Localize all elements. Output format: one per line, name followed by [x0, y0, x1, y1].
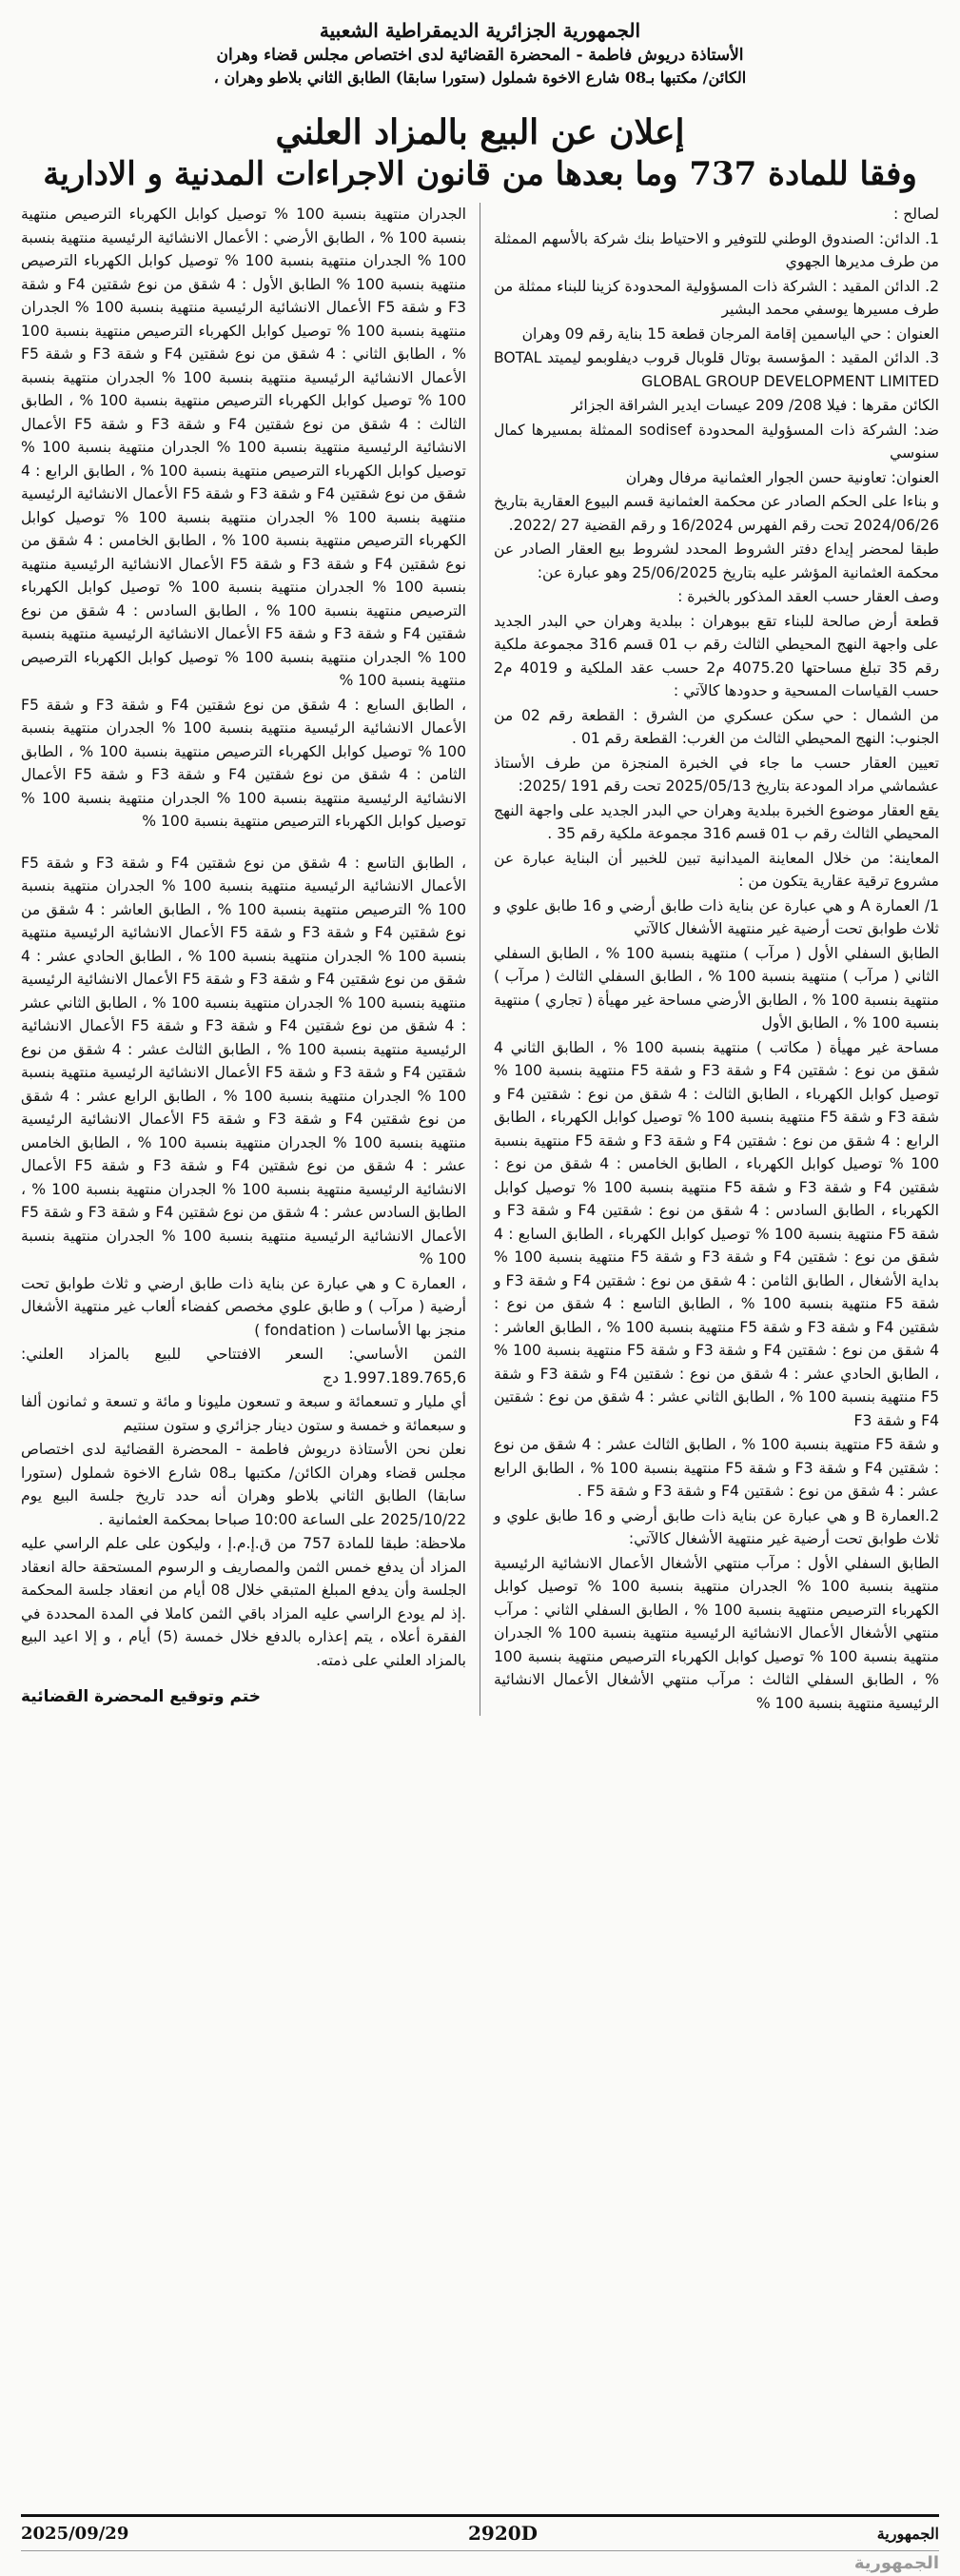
bottom-logo-fragment: الجمهورية	[853, 2553, 939, 2573]
paragraph: 1. الدائن: الصندوق الوطني للتوفير و الاحتياط بنك شركة بالأسهم الممثلة من طرف مديرها الجهوي	[494, 229, 939, 270]
paragraph: العنوان: تعاونية حسن الجوار العثمانية مرفال وهران	[625, 468, 939, 486]
bailiff-address: الكائن/ مكتبها بـ08 شارع الاخوة شملول (ستورا سابقا) الطابق الثاني بلاطو وهران ،	[213, 69, 747, 87]
paragraph: وصف العقار حسب العقد المذكور بالخبرة :	[677, 588, 939, 605]
paragraph: الجدران منتهية بنسبة 100 % توصيل كوابل الكهرباء الترصيص منتهية بنسبة 100 % ، الطابق الأرضي : الأعمال الانشائية الرئيسية منتهية بنسبة 100 % الجدران منتهية بنسبة 100 % توصيل كوابل الكهرباء الترصيص منتهية بنسبة 100 % الطابق الأول : 4 شقق من نوع شقتين F4 و شقة F3 و شقة F5 الأعمال الانشائية الرئيسية منتهية بنسبة 100 % الجدران منتهية بنسبة 100 % توصيل كوابل الكهرباء الترصيص منتهية بنسبة 100 % ، الطابق الثاني : 4 شقق من نوع شقتين F4 و شقة F3 و شقة F5 الأعمال الانشائية الرئيسية منتهية بنسبة 100 % الجدران منتهية بنسبة 100 % توصيل كوابل الكهرباء الترصيص منتهية بنسبة 100 % ، الطابق الثالث : 4 شقق من نوع شقتين F4 و شقة F3 و شقة F5 الأعمال الانشائية الرئيسية منتهية بنسبة 100 % الجدران منتهية بنسبة 100 % توصيل كوابل الكهرباء الترصيص منتهية بنسبة 100 % ، الطابق الرابع : 4 شقق من نوع شقتين F4 و شقة F3 و شقة F5 الأعمال الانشائية الرئيسية منتهية بنسبة 100 % الجدران منتهية بنسبة 100 % توصيل كوابل الكهرباء الترصيص منتهية بنسبة 100 % ، الطابق الخامس : 4 شقق من نوع شقتين F4 و شقة F3 و شقة F5 الأعمال الانشائية الرئيسية منتهية بنسبة 100 % الجدران منتهية بنسبة 100 % توصيل كوابل الكهرباء الترصيص منتهية بنسبة 100 % ، الطابق السادس : 4 شقق من نوع شقتين F4 و شقة F3 و شقة F5 الأعمال الانشائية الرئيسية منتهية بنسبة 100 % الجدران منتهية بنسبة 100 % توصيل كوابل الكهرباء الترصيص منتهية بنسبة 100 %	[21, 206, 467, 689]
paragraph: طبقا لمحضر إيداع دفتر الشروط المحدد لشروط بيع العقار الصادر عن محكمة العثمانية المؤشر عليه بتاريخ 25/06/2025 وهو عبارة عن:	[494, 541, 939, 581]
notice-title	[21, 111, 939, 195]
paragraph: العنوان : حي الياسمين إقامة المرجان قطعة 15 بناية رقم 09 وهران	[521, 324, 939, 343]
paragraph: ضد: الشركة ذات المسؤولية المحدودة sodisef الممثلة بمسيرها كمال سنوسي	[494, 421, 939, 462]
signature-line: ختم وتوقيع المحضرة القضائية	[21, 1687, 262, 1706]
bottom-strip	[21, 2550, 939, 2574]
newspaper-logo: الجمهورية	[876, 2524, 939, 2543]
paragraph: 2.العمارة B و هي عبارة عن بناية ذات طابق أرضي و 16 طابق علوي و ثلاث طوابق تحت أرضية غير منتهية الأشغال كالآتي:	[494, 1506, 939, 1547]
paragraph: ، الطابق التاسع : 4 شقق من نوع شقتين F4 و شقة F3 و شقة F5 الأعمال الانشائية الرئيسية منتهية بنسبة 100 % الجدران منتهية بنسبة 100 % الترصيص منتهية بنسبة 100 % ، الطابق العاشر : 4 شقق من نوع شقتين F4 و شقة F3 و شقة F5 الأعمال الانشائية الرئيسية منتهية بنسبة 100 % الجدران منتهية بنسبة 100 % ، الطابق الحادي عشر : 4 شقق من نوع شقتين F4 و شقة F3 و شقة F5 الأعمال الانشائية الرئيسية منتهية بنسبة 100 % الجدران منتهية بنسبة 100 % ، الطابق الثاني عشر : 4 شقق من نوع شقتين F4 و شقة F3 و شقة F5 الأعمال الانشائية الرئيسية منتهية بنسبة 100 % ، الطابق الثالث عشر : 4 شقق من نوع شقتين F4 و شقة F3 و شقة F5 الأعمال الانشائية الرئيسية منتهية بنسبة 100 % الجدران منتهية بنسبة 100 % ، الطابق الرابع عشر : 4 شقق من نوع شقتين F4 و شقة F3 و شقة F5 الأعمال الانشائية الرئيسية منتهية بنسبة 100 % الجدران منتهية بنسبة 100 % ، الطابق الخامس عشر : 4 شقق من نوع شقتين F4 و شقة F3 و شقة F5 الأعمال الانشائية الرئيسية منتهية بنسبة 100 % الجدران منتهية بنسبة 100 % ، الطابق السادس عشر : 4 شقق من نوع شقتين F4 و شقة F3 و شقة F5 الأعمال الانشائية الرئيسية منتهية بنسبة 100 % الجدران منتهية بنسبة 100 %	[21, 854, 467, 1268]
right-column	[494, 203, 939, 1716]
paragraph: قطعة أرض صالحة للبناء تقع ببوهران : ببلدية وهران حي البدر الجديد على واجهة النهج المحيطي الثالث رقم ب 01 قسم 316 مجموعة ملكية رقم 35 تبلغ مساحتها 4075.20 م2 حسب عقد الملكية و 4019 م2 حسب القياسات المسحية و حدودها كالآتي :	[494, 612, 939, 699]
paragraph: لصالح :	[892, 206, 939, 223]
paragraph: مساحة غير مهيأة ( مكاتب ) منتهية بنسبة 100 % ، الطابق الثاني 4 شقق من نوع : شقتين F4 و شقة F3 و شقة F5 منتهية بنسبة 100 % توصيل كوابل الكهرباء ، الطابق الثالث : 4 شقق من نوع : شقتين F4 و شقة F3 و شقة F5 منتهية بنسبة 100 % توصيل كوابل الكهرباء ، الطابق الرابع : 4 شقق من نوع : شقتين F4 و شقة F3 و شقة F5 منتهية بنسبة 100 % توصيل كوابل الكهرباء ، الطابق الخامس : 4 شقق من نوع : شقتين F4 و شقة F3 و شقة F5 منتهية بنسبة 100 % توصيل كوابل الكهرباء ، الطابق السادس : 4 شقق من نوع : شقتين F4 و شقة F3 و شقة F5 منتهية بنسبة 100 % توصيل كوابل الكهرباء ، الطابق السابع : 4 شقق من نوع : شقتين F4 و شقة F3 و شقة F5 منتهية بنسبة 100 % بداية الأشغال ، الطابق الثامن : 4 شقق من نوع : شقتين F4 و شقة F3 و شقة F5 منتهية بنسبة 100 % ، الطابق التاسع : 4 شقق من نوع : شقتين F4 و شقة F3 و شقة F5 منتهية بنسبة 100 % ، الطابق العاشر : 4 شقق من نوع : شقتين F4 و شقة F3 و شقة F5 منتهية بنسبة 100 % ، الطابق الحادي عشر : 4 شقق من نوع : شقتين F4 و شقة F3 و شقة F5 منتهية بنسبة 100 % ، الطابق الثاني عشر : 4 شقق من نوع : شقتين F4 و شقة F3	[494, 1038, 940, 1429]
paragraph: الثمن الأساسي: السعر الافتتاحي للبيع بالمزاد العلني: 1.997.189.765,6 دج	[21, 1346, 466, 1386]
title-line-2: وفقا للمادة 737 وما بعدها من قانون الاجراءات المدنية و الادارية	[43, 155, 917, 193]
paragraph: 1/ العمارة A و هي عبارة عن بناية ذات طابق أرضي و 16 طابق علوي و ثلاث طوابق تحت أرضية غير منتهية الأشغال كالآتي	[494, 896, 939, 937]
paragraph: تعيين العقار حسب ما جاء في الخبرة المنجزة من طرف الأستاذ عشماشي مراد المودعة بتاريخ 2025/05/13 تحت رقم 191 /2025:	[494, 754, 939, 795]
paragraph: ، العمارة C و هي عبارة عن بناية ذات طابق ارضي و ثلاث طوابق تحت أرضية ( مرآب ) و طابق علوي مخصص كفضاء ألعاب غير منتهية الأشغال منجز بها الأساسات ( fondation )	[21, 1274, 466, 1339]
paragraph: الطابق السفلي الأول : مرآب منتهي الأشغال الأعمال الانشائية الرئيسية منتهية بنسبة 100 % الجدران منتهية بنسبة 100 % توصيل كوابل الكهرباء الترصيص منتهية بنسبة 100 % ، الطابق السفلي الثاني : مرآب منتهي الأشغال الأعمال الانشائية الرئيسية منتهية بنسبة 100 % الجدران منتهية بنسبة 100 % توصيل كوابل الكهرباء الترصيص منتهية بنسبة 100 % ، الطابق السفلي الثالث : مرآب منتهي الأشغال الأعمال الانشائية الرئيسية منتهية بنسبة 100 %	[494, 1554, 939, 1712]
publication-date: 2025/09/29	[21, 2523, 129, 2544]
paragraph: الطابق السفلي الأول ( مرآب ) منتهية بنسبة 100 % ، الطابق السفلي الثاني ( مرآب ) منتهية بنسبة 100 % ، الطابق السفلي الثالث ( مرآب ) منتهية بنسبة 100 % ، الطابق الأرضي مساحة غير مهيأة ( تجاري ) منتهية بنسبة 100 % ، الطابق الأول	[494, 944, 940, 1032]
paragraph: من الشمال : حي سكن عسكري من الشرق : القطعة رقم 02 من الجنوب: النهج المحيطي الثالث من الغرب: القطعة رقم 01 .	[494, 706, 939, 747]
paragraph: ، الطابق السابع : 4 شقق من نوع شقتين F4 و شقة F3 و شقة F5 الأعمال الانشائية الرئيسية منتهية بنسبة 100 % الجدران منتهية بنسبة 100 % توصيل كوابل الكهرباء الترصيص منتهية بنسبة 100 % ، الطابق الثامن : 4 شقق من نوع شقتين F4 و شقة F3 و شقة F5 الأعمال الانشائية الرئيسية منتهية بنسبة 100 % الجدران منتهية بنسبة 100 % توصيل كوابل الكهرباء الترصيص منتهية بنسبة 100 %	[21, 696, 467, 830]
paragraph: 2. الدائن المقيد : الشركة ذات المسؤولية المحدودة كزينا للبناء ممثلة من طرف مسيرها يوسفي محمد البشير	[494, 277, 939, 318]
notice-number: 2920D	[468, 2522, 539, 2545]
paragraph: 3. الدائن المقيد : المؤسسة بوتال قلوبال قروب ديفلوبمو ليميتد BOTAL GLOBAL GROUP DEVELOPMENT LIMITED	[494, 349, 939, 390]
title-line-1: إعلان عن البيع بالمزاد العلني	[275, 112, 685, 152]
paragraph: يقع العقار موضوع الخبرة ببلدية وهران حي البدر الجديد على واجهة النهج المحيطي الثالث رقم ب 01 قسم 316 مجموعة ملكية رقم 35 .	[494, 801, 939, 842]
notice-columns	[21, 203, 939, 1716]
paragraph: و بناءا على الحكم الصادر عن محكمة العثمانية قسم البيوع العقارية بتاريخ 2024/06/26 تحت رقم الفهرس 16/2024 و رقم القضية 27 /2022.	[494, 493, 939, 534]
paragraph: أي مليار و تسعمائة و سبعة و تسعون مليونا و مائة و تسعة و ثمانون ألفا و سبعمائة و خمسة و ستون دينار جزائري و ستون سنتيم	[21, 1393, 466, 1434]
paragraph-gap	[21, 835, 466, 852]
left-column	[21, 203, 466, 1716]
paragraph: المعاينة: من خلال المعاينة الميدانية تبين للخبير أن البناية عبارة عن مشروع ترقية عقارية يتكون من :	[494, 849, 939, 890]
republic-heading: الجمهورية الجزائرية الديمقراطية الشعبية	[319, 19, 641, 42]
paragraph: ملاحظة: طبقا للمادة 757 من ق.إ.م.إ ، وليكون على علم الراسي عليه المزاد أن يدفع خمس الثمن والمصاريف و الرسوم المستحقة حالة انعقاد الجلسة وأن يدفع المبلغ المتبقي خلال 08 أيام من انعقاد جلسة المحكمة .إذ لم يودع الراسي عليه المزاد باقي الثمن كاملا في المدة المحددة في الفقرة أعلاه ، يتم إعذاره بالدفع خلال خمسة (5) أيام ، و إلا اعيد البيع بالمزاد العلني على ذمته.	[21, 1535, 466, 1669]
paragraph: و شقة F5 منتهية بنسبة 100 % ، الطابق الثالث عشر : 4 شقق من نوع : شقتين F4 و شقة F3 و شقة F5 منتهية بنسبة 100 % ، الطابق الرابع عشر : 4 شقق من نوع : شقتين F4 و شقة F3 و شقة F5 .	[494, 1436, 940, 1500]
notice-header	[21, 19, 939, 87]
paragraph: الكائن مقرها : فيلا 208/ 209 عيسات ايدير الشراقة الجزائر	[571, 397, 939, 414]
page-footer	[21, 2514, 939, 2549]
bailiff-line: الأستاذة دريوش فاطمة - المحضرة القضائية لدى اختصاص مجلس قضاء وهران	[216, 46, 744, 65]
paragraph: نعلن نحن الأستاذة دريوش فاطمة - المحضرة القضائية لدى اختصاص مجلس قضاء وهران الكائن/ مكتبها بـ08 شارع الاخوة شملول (ستورا سابقا) الطابق الثاني بلاطو وهران أنه حدد تاريخ جلسة البيع يوم 2025/10/22 على الساعة 10:00 صباحا بمحكمة العثمانية .	[21, 1441, 466, 1528]
